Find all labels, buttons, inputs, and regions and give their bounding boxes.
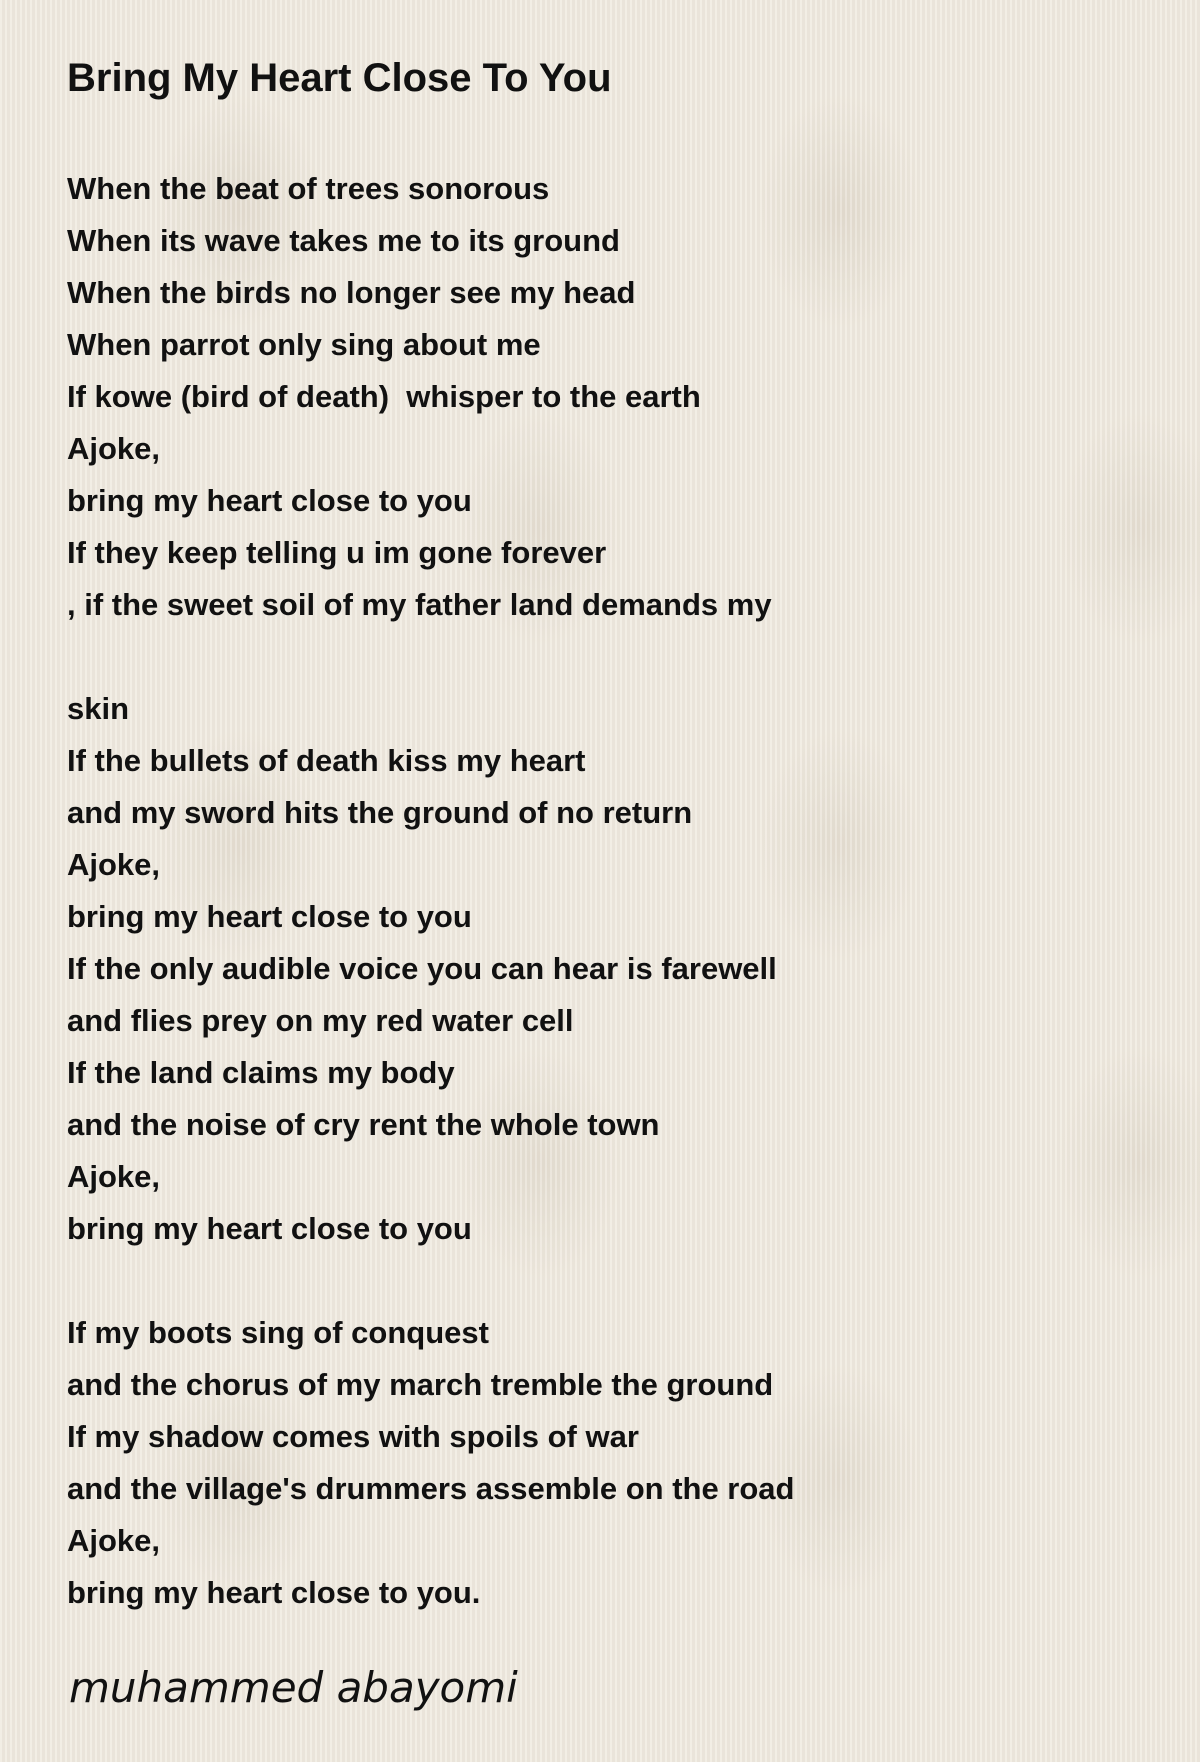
poem-line: When the beat of trees sonorous (67, 171, 550, 206)
poem-line: Ajoke, (67, 431, 161, 466)
poem-line: bring my heart close to you (67, 899, 472, 934)
poem-line: If my boots sing of conquest (67, 1315, 489, 1350)
poem-line: Ajoke, (67, 1159, 161, 1194)
poem-container (67, 48, 1147, 1619)
poem-line: bring my heart close to you. (67, 1575, 481, 1610)
poem-line: Ajoke, (67, 847, 161, 882)
poem-blank-line (67, 631, 1147, 683)
poem-line: If the land claims my body (67, 1055, 455, 1090)
poem-line: Ajoke, (67, 1523, 161, 1558)
poem-line: skin (67, 691, 130, 726)
poem-line: and flies prey on my red water cell (67, 1003, 574, 1038)
poem-line: If the only audible voice you can hear is farewell (67, 951, 777, 986)
poem-line: When its wave takes me to its ground (67, 223, 620, 258)
poem-line: and the noise of cry rent the whole town (67, 1107, 660, 1142)
poem-line: and the village's drummers assemble on the road (67, 1471, 795, 1506)
poem-line: and my sword hits the ground of no return (67, 795, 693, 830)
poem-line: If the bullets of death kiss my heart (67, 743, 586, 778)
poem-line: and the chorus of my march tremble the ground (67, 1367, 774, 1402)
poem-line: If my shadow comes with spoils of war (67, 1419, 639, 1454)
poem-body (67, 163, 1147, 1619)
poem-line: When the birds no longer see my head (67, 275, 636, 310)
poem-line: If they keep telling u im gone forever (67, 535, 607, 570)
poem-title: Bring My Heart Close To You (67, 56, 612, 100)
poem-line: bring my heart close to you (67, 483, 472, 518)
poem-author: muhammed abayomi (69, 1663, 518, 1712)
poem-line: bring my heart close to you (67, 1211, 472, 1246)
poem-line: , if the sweet soil of my father land demands my (67, 587, 772, 622)
poem-line: If kowe (bird of death) whisper to the earth (67, 379, 701, 414)
poem-blank-line (67, 1255, 1147, 1307)
poem-line: When parrot only sing about me (67, 327, 541, 362)
